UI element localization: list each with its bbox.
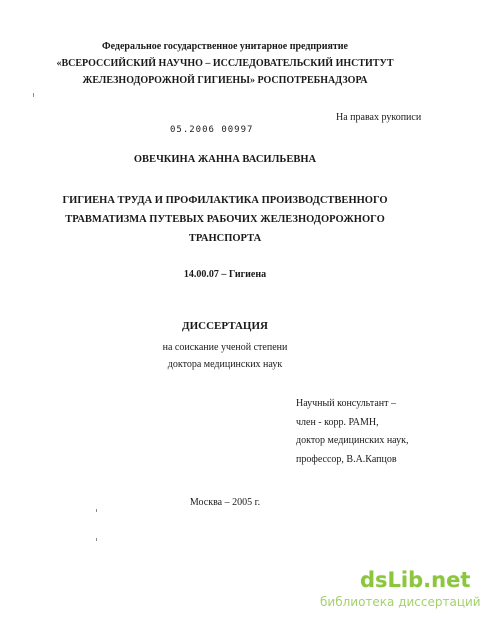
scan-speck: [96, 509, 97, 512]
consultant-line-2: член - корр. РАМН,: [296, 416, 379, 428]
consultant-line-3: доктор медицинских наук,: [296, 435, 409, 446]
specialty-code: 14.00.07 – Гигиена: [183, 269, 267, 280]
work-type-heading: ДИССЕРТАЦИЯ: [182, 320, 268, 332]
title-line-2: ТРАВМАТИЗМА ПУТЕВЫХ РАБОЧИХ ЖЕЛЕЗНОДОРОЖНОГО: [65, 214, 385, 225]
dslib-watermark: [320, 568, 481, 614]
institution-line-1: Федеральное государственное унитарное предприятие: [102, 41, 348, 52]
watermark-logo: dsLib.net: [360, 568, 471, 592]
title-line-3: ТРАНСПОРТА: [188, 233, 262, 244]
scan-speck: [96, 538, 97, 541]
degree-line-2: доктора медицинских наук: [167, 359, 283, 370]
place-and-year: Москва – 2005 г.: [189, 497, 261, 508]
institution-line-3: ЖЕЛЕЗНОДОРОЖНОЙ ГИГИЕНЫ» РОСПОТРЕБНАДЗОРА: [82, 75, 368, 86]
consultant-line-4: профессор, В.А.Капцов: [296, 453, 397, 465]
degree-line-1: на соискание ученой степени: [162, 342, 288, 353]
title-line-1: ГИГИЕНА ТРУДА И ПРОФИЛАКТИКА ПРОИЗВОДСТВЕННОГО: [62, 195, 388, 206]
institution-line-2: «ВСЕРОССИЙСКИЙ НАУЧНО – ИССЛЕДОВАТЕЛЬСКИЙ ИНСТИТУТ: [56, 58, 394, 69]
author-name: ОВЕЧКИНА ЖАННА ВАСИЛЬЕВНА: [133, 154, 317, 165]
library-stamp-number: 05.2006 00997: [170, 125, 254, 135]
watermark-tagline: библиотека диссертаций: [320, 595, 481, 609]
scan-speck: [33, 93, 34, 97]
manuscript-rights-note: На правах рукописи: [336, 112, 422, 123]
consultant-line-1: Научный консультант –: [296, 398, 396, 409]
scientific-consultant-block: [296, 395, 408, 469]
